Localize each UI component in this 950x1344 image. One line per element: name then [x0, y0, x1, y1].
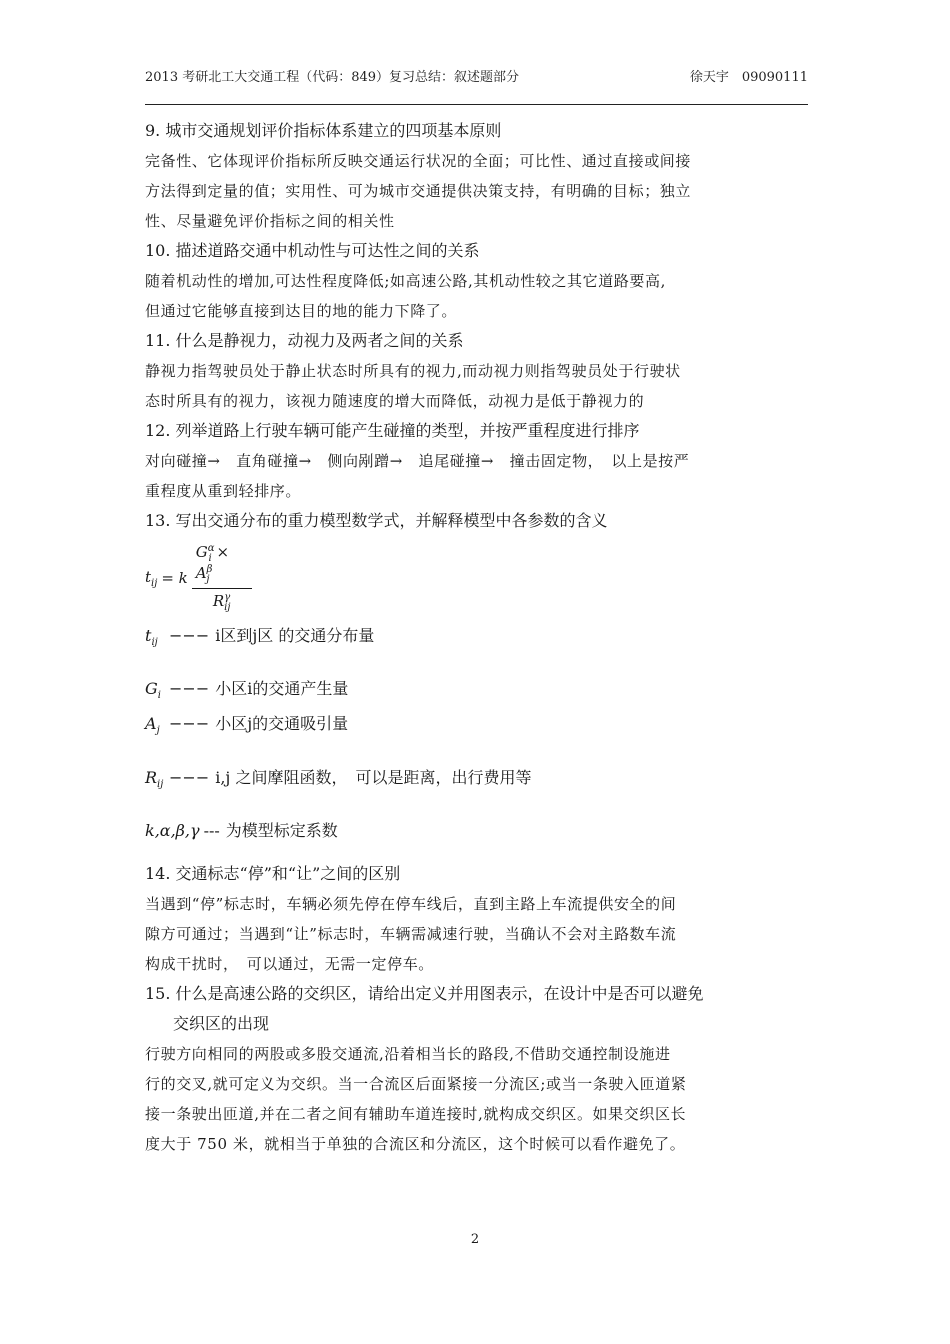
- formula-fraction: [192, 543, 252, 613]
- definition-k: k,α,β,γ --- 为模型标定系数: [145, 817, 810, 845]
- answer-12-line: 对向碰撞→ 直角碰撞→ 侧向剐蹭→ 追尾碰撞→ 撞击固定物， 以上是按严: [145, 452, 690, 470]
- question-12-title: 12. 列举道路上行驶车辆可能产生碰撞的类型，并按严重程度进行排序: [145, 421, 640, 440]
- formula-lhs: $t_{ij}$: [145, 567, 158, 589]
- page-number: 2: [470, 1232, 480, 1247]
- answer-15-line: 接一条驶出匝道,并在二者之间有辅助车道连接时,就构成交织区。如果交织区长: [145, 1104, 687, 1123]
- gravity-model-formula: [145, 543, 810, 613]
- answer-10-line: 但通过它能够直接到达目的地的能力下降了。: [145, 302, 458, 320]
- formula-denominator: $R^\gamma_{ij}$: [212, 592, 231, 613]
- symbol-params: k,α,β,γ: [145, 820, 200, 840]
- symbol-t: $t_{ij}$: [145, 626, 158, 649]
- answer-9-line: 完备性、它体现评价指标所反映交通运行状况的全面；可比性、通过直接或间接: [145, 152, 692, 170]
- answer-15-line: 度大于 750 米，就相当于单独的合流区和分流区，这个时候可以看作避免了。: [145, 1134, 686, 1153]
- header-title: 2013 考研北工大交通工程（代码：849）复习总结：叙述题部分: [145, 70, 520, 85]
- header-author: 徐天宇 09090111: [689, 70, 808, 85]
- definition-text: 小区i的交通产生量: [215, 679, 349, 699]
- symbol-r: $R_{ij}$: [145, 767, 164, 790]
- page-header: [145, 66, 808, 86]
- question-11-title: 11. 什么是静视力，动视力及两者之间的关系: [145, 331, 464, 350]
- question-15-title: 15. 什么是高速公路的交织区，请给出定义并用图表示，在设计中是否可以避免: [145, 983, 704, 1003]
- question-15-title-cont: 交织区的出现: [173, 1013, 270, 1033]
- definition-r: $R_{ij}$ −−− i,j 之间摩阻函数， 可以是距离，出行费用等: [145, 764, 810, 799]
- symbol-a: $A_j$: [145, 714, 160, 737]
- definition-text: i区到j区 的交通分布量: [215, 626, 375, 645]
- definition-t: $t_{ij}$ −−− i区到j区 的交通分布量: [145, 622, 810, 657]
- page-content: [145, 116, 810, 1159]
- answer-12-line: 重程度从重到轻排序。: [145, 482, 302, 500]
- question-9-title: 9. 城市交通规划评价指标体系建立的四项基本原则: [145, 121, 502, 140]
- answer-14-line: 当遇到“停”标志时，车辆必须先停在停车线后，直到主路上车流提供安全的间: [145, 894, 677, 913]
- answer-15-line: 行驶方向相同的两股或多股交通流,沿着相当长的路段,不借助交通控制设施进: [145, 1044, 671, 1063]
- question-14-title: 14. 交通标志“停”和“让”之间的区别: [145, 863, 401, 883]
- question-10-title: 10. 描述道路交通中机动性与可达性之间的关系: [145, 241, 480, 260]
- formula-equals: = k: [161, 569, 188, 587]
- formula-numerator: $G^\alpha_i \times A^\beta_j$: [192, 543, 252, 589]
- answer-9-line: 性、尽量避免评价指标之间的相关性: [145, 212, 395, 230]
- answer-15-line: 行的交叉,就可定义为交织。当一合流区后面紧接一分流区;或当一条驶入匝道紧: [145, 1074, 687, 1093]
- definition-text: 小区j的交通吸引量: [215, 714, 349, 734]
- definition-g: $G_i$ −−− 小区i的交通产生量: [145, 675, 810, 710]
- answer-11-line: 静视力指驾驶员处于静止状态时所具有的视力,而动视力则指驾驶员处于行驶状: [145, 362, 681, 380]
- header-divider: [145, 104, 808, 105]
- question-13-title: 13. 写出交通分布的重力模型数学式，并解释模型中各参数的含义: [145, 511, 608, 530]
- definition-text: 为模型标定系数: [225, 820, 338, 840]
- definition-text: i,j 之间摩阻函数， 可以是距离，出行费用等: [215, 767, 532, 787]
- answer-14-line: 隙方可通过；当遇到“让”标志时，车辆需减速行驶，当确认不会对主路数车流: [145, 924, 677, 943]
- answer-11-line: 态时所具有的视力，该视力随速度的增大而降低，动视力是低于静视力的: [145, 392, 645, 410]
- definition-a: $A_j$ −−− 小区j的交通吸引量: [145, 710, 810, 745]
- symbol-g: $G_i$: [145, 679, 161, 702]
- answer-14-line: 构成干扰时， 可以通过，无需一定停车。: [145, 954, 434, 973]
- answer-10-line: 随着机动性的增加,可达性程度降低;如高速公路,其机动性较之其它道路要高,: [145, 272, 666, 290]
- answer-9-line: 方法得到定量的值；实用性、可为城市交通提供决策支持，有明确的目标；独立: [145, 182, 692, 200]
